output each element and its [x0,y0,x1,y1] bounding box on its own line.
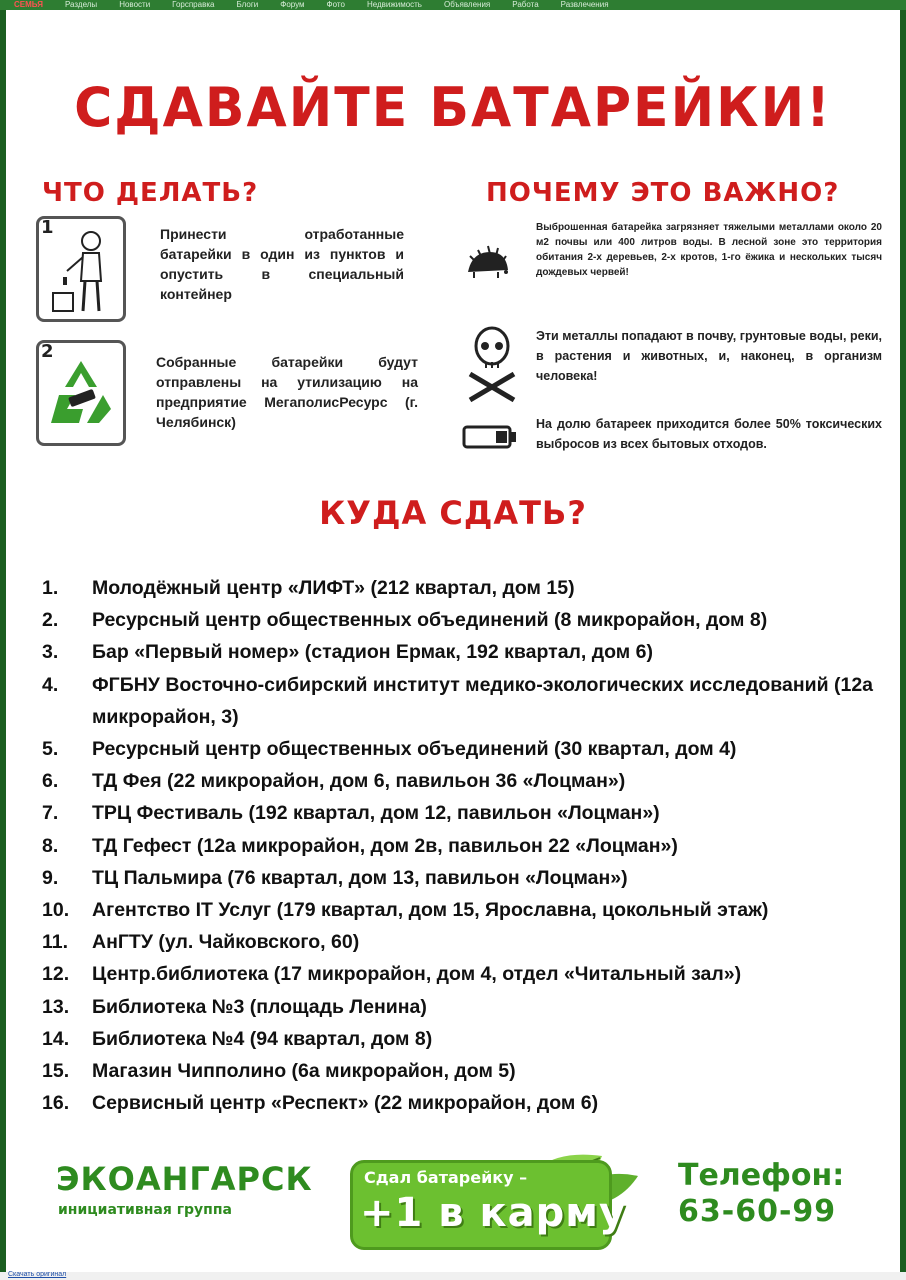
site-brand[interactable]: СЕМЬЯ [14,0,43,9]
list-item [42,1023,882,1055]
why-fact-1: Выброшенная батарейка загрязняет тяжелыми металлами около 20 м2 почвы или 400 литров воды. В лесной зоне это территория обитания 2-х деревьев, 2-х кротов, 1-го ёжика и нескольких тысяч дождевых червей! [536,222,882,278]
nav-item[interactable]: Развлечения [560,0,609,9]
location-text: ТРЦ Фестиваль (192 квартал, дом 12, павильон «Лоцман») [92,802,660,825]
list-number: 6. [42,770,59,793]
site-nav [0,0,906,10]
nav-item[interactable]: Фото [326,0,345,9]
nav-item[interactable]: Работа [512,0,539,9]
location-text: Бар «Первый номер» (стадион Ермак, 192 квартал, дом 6) [92,641,653,664]
location-text: Агентство IT Услуг (179 квартал, дом 15, Ярославна, цокольный этаж) [92,899,769,922]
list-number: 12. [42,963,70,986]
nav-item[interactable]: Горсправка [172,0,215,9]
nav-item[interactable]: Объявления [443,0,491,9]
list-item [42,830,882,862]
list-number: 14. [42,1027,70,1050]
list-number: 7. [42,802,59,825]
why-important-heading: ПОЧЕМУ ЭТО ВАЖНО? [486,178,840,208]
location-list [42,572,882,1119]
list-number: 2. [42,609,59,632]
list-number: 10. [42,899,70,922]
download-original-link[interactable]: Скачать оригинал [8,1271,67,1278]
bottom-strip [0,1272,906,1280]
step-2-text: Собранные батарейки будут отправлены на утилизацию на предприятие МегаполисРесурс (г. Челябинск) [156,354,418,430]
step-1-text: Принести отработанные батарейки в один из пунктов и опустить в специальный контейнер [160,226,404,302]
karma-small-text: Сдал батарейку – [364,1168,528,1187]
location-text: ТД Фея (22 микрорайон, дом 6, павильон 36 «Лоцман») [92,770,626,793]
step-1-illustration [36,216,126,322]
list-number: 9. [42,866,59,889]
list-item [42,636,882,668]
location-text: Сервисный центр «Респект» (22 микрорайон, дом 6) [92,1092,599,1115]
location-text: ТД Гефест (12а микрорайон, дом 2в, павильон 22 «Лоцман») [92,834,678,857]
nav-item[interactable]: Недвижимость [366,0,422,9]
list-item [42,797,882,829]
list-item [42,1087,882,1119]
location-text: Ресурсный центр общественных объединений (30 квартал, дом 4) [92,738,737,761]
nav-item[interactable]: Новости [119,0,151,9]
why-fact-3: На долю батареек приходится более 50% токсических выбросов из всех бытовых отходов. [536,417,882,451]
org-logo-name: ЭКОАНГАРСК [56,1160,313,1198]
list-item [42,1055,882,1087]
list-number: 5. [42,738,59,761]
karma-big-text: +1 в карму [360,1190,627,1236]
list-item [42,604,882,636]
nav-item[interactable]: Разделы [64,0,98,9]
list-number: 15. [42,1060,70,1083]
list-number: 16. [42,1092,70,1115]
list-number: 11. [42,931,69,954]
phone-number: 63-60-99 [678,1194,837,1229]
location-text: Ресурсный центр общественных объединений (8 микрорайон, дом 8) [92,609,768,632]
list-item [42,572,882,604]
list-item [42,862,882,894]
list-item [42,894,882,926]
phone-label: Телефон: [678,1158,845,1193]
nav-item[interactable]: Форум [280,0,305,9]
hedgehog-icon [462,244,512,284]
nav-item[interactable]: Блоги [236,0,259,9]
where-heading: КУДА СДАТЬ? [319,494,587,532]
location-text: АнГТУ (ул. Чайковского, 60) [92,931,360,954]
poster-image [6,10,900,1272]
location-text: ФГБНУ Восточно-сибирский институт медико-экологических исследований (12а микрорайон, 3) [92,673,874,728]
location-text: Молодёжный центр «ЛИФТ» (212 квартал, дом 15) [92,577,575,599]
list-item [42,733,882,765]
list-item [42,991,882,1023]
list-item [42,669,882,733]
location-text: Центр.библиотека (17 микрорайон, дом 4, отдел «Читальный зал») [92,963,742,986]
poster-title: СДАВАЙТЕ БАТАРЕЙКИ! [74,76,832,140]
step-number: 1 [41,217,54,238]
list-number: 4. [42,673,59,696]
list-number: 8. [42,834,59,857]
skull-crossbones-icon [464,322,520,404]
location-text: Библиотека №4 (94 квартал, дом 8) [92,1027,433,1050]
org-subtitle: инициативная группа [58,1202,232,1218]
list-number: 1. [42,577,59,599]
why-fact-2: Эти металлы попадают в почву, грунтовые воды, реки, в растения и животных, и, наконец, в организм человека! [536,329,882,383]
location-text: Библиотека №3 (площадь Ленина) [92,995,427,1018]
step-number: 2 [41,341,54,362]
location-text: ТЦ Пальмира (76 квартал, дом 13, павильон «Лоцман») [92,866,628,889]
list-item [42,958,882,990]
list-item [42,926,882,958]
list-number: 3. [42,641,59,664]
karma-badge [342,1146,642,1258]
list-number: 13. [42,995,70,1018]
step-2-illustration [36,340,126,446]
location-text: Магазин Чипполино (6а микрорайон, дом 5) [92,1060,516,1083]
battery-icon [462,424,518,450]
list-item [42,765,882,797]
what-to-do-heading: ЧТО ДЕЛАТЬ? [42,178,259,208]
